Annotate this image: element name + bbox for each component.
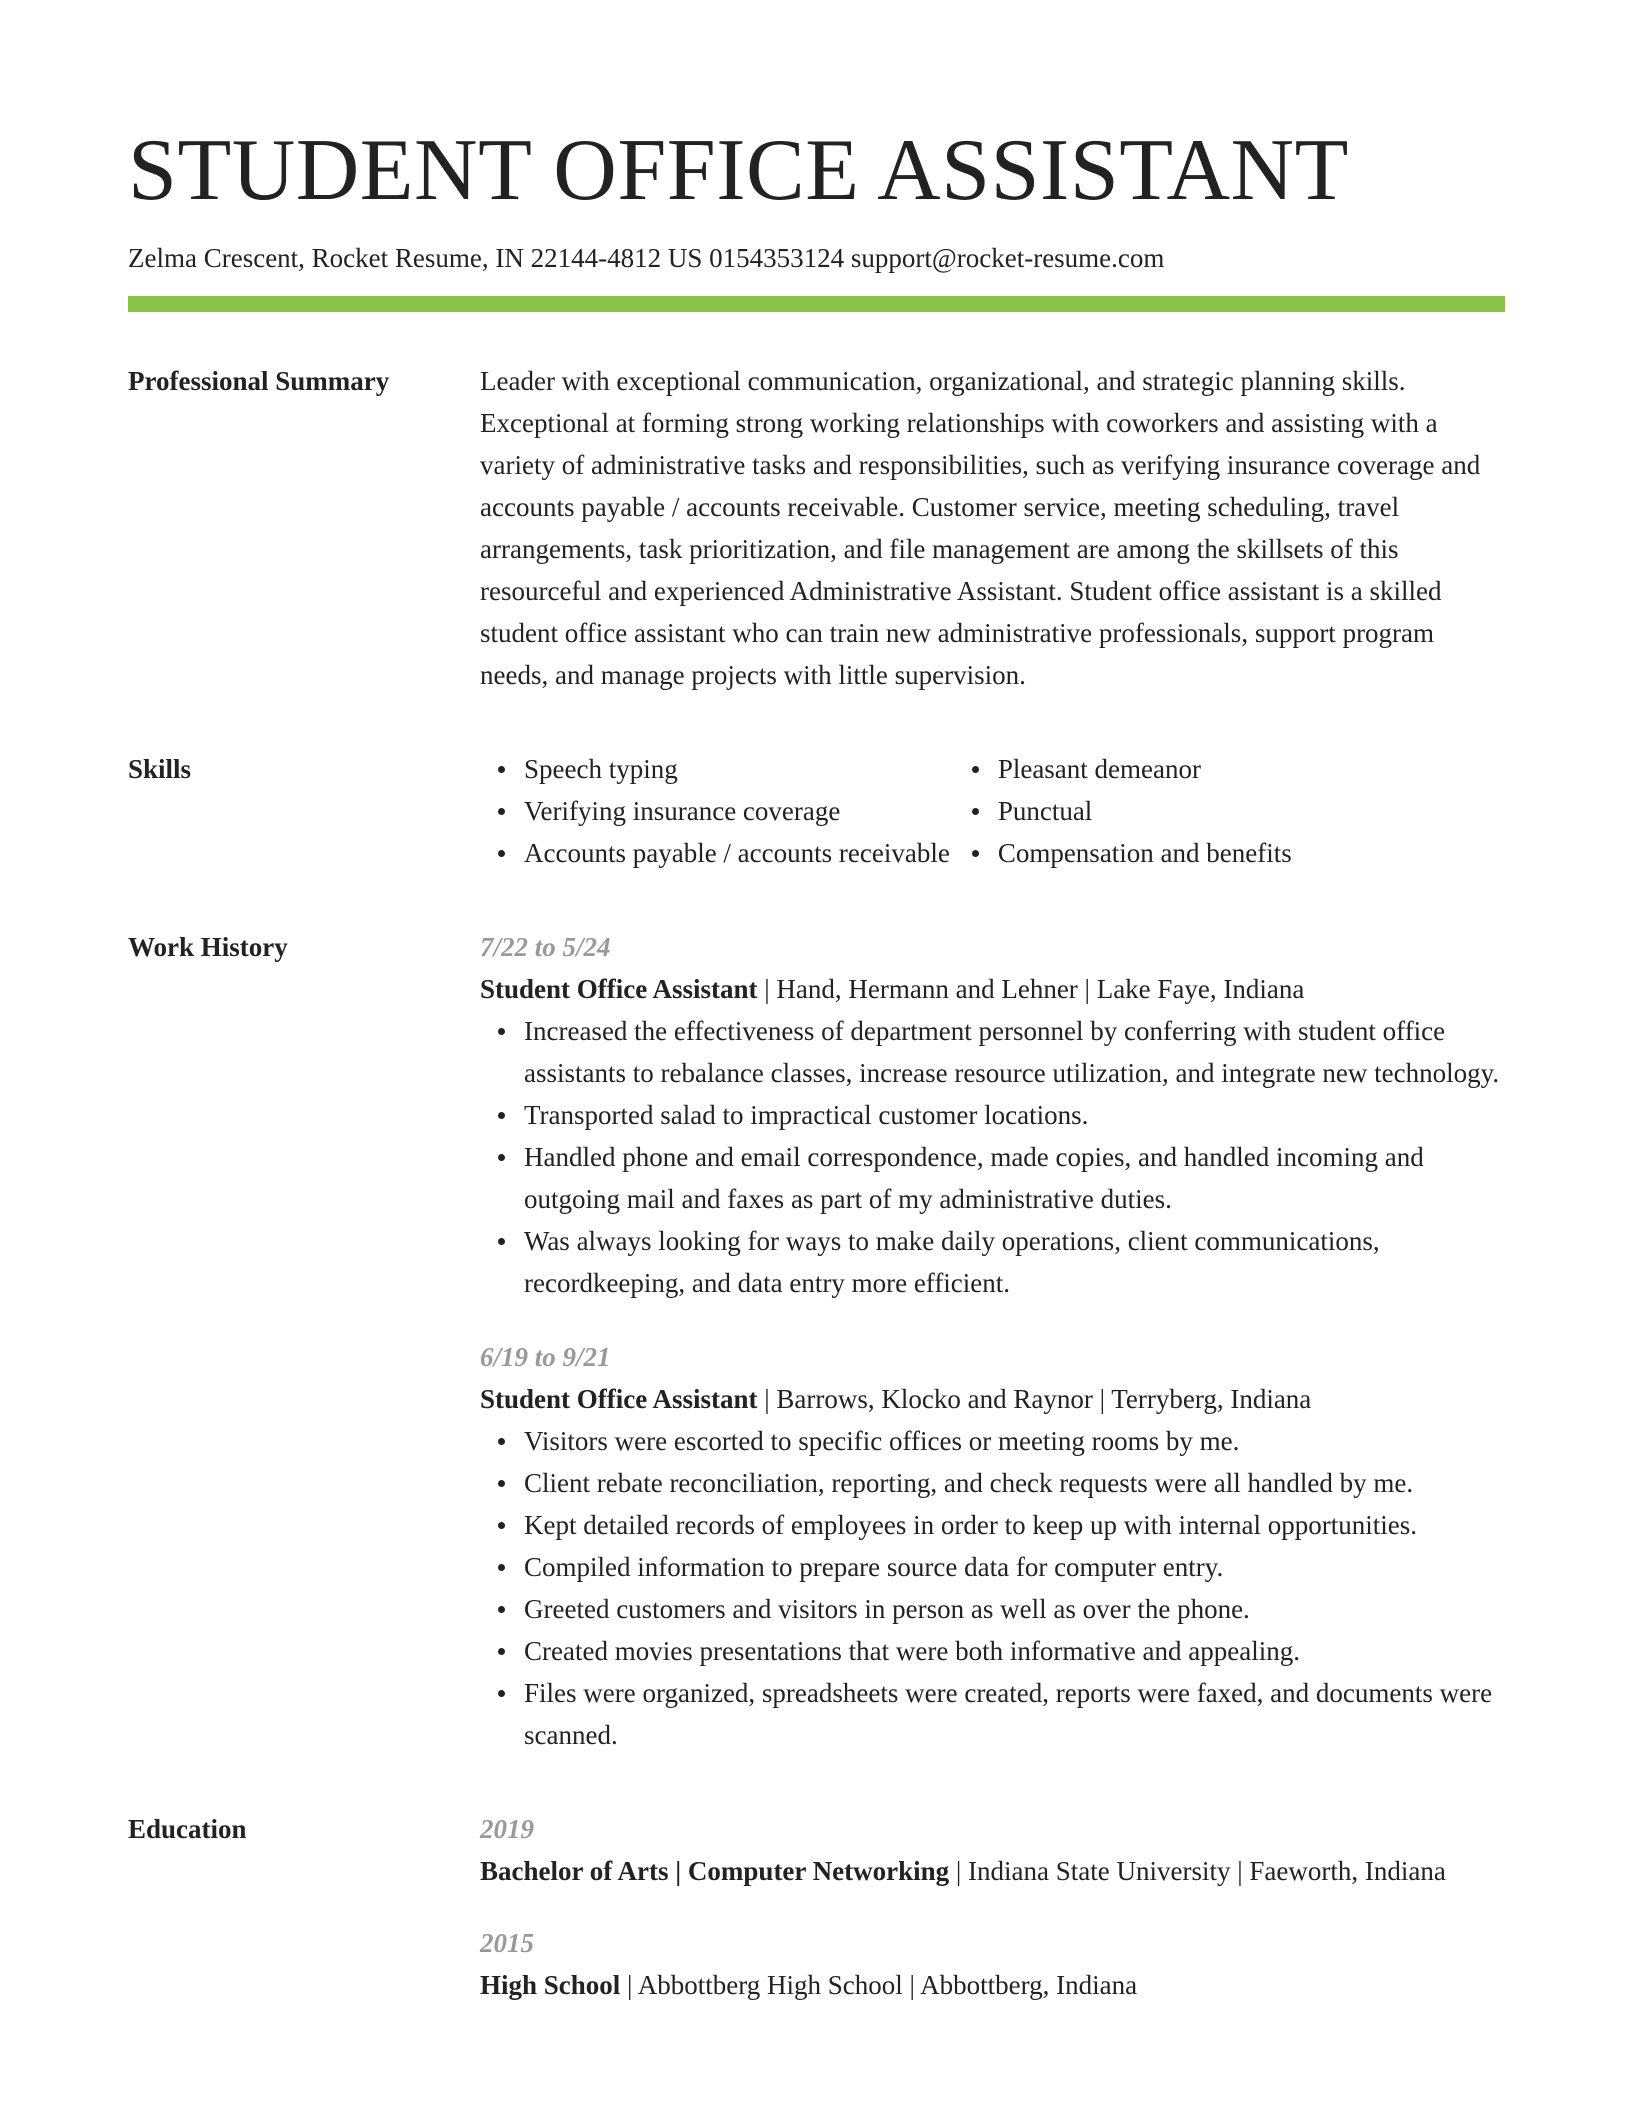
education-degree: Bachelor of Arts | Computer Networking <box>480 1856 950 1886</box>
job-heading <box>480 968 1505 1010</box>
skills-heading: Skills <box>128 754 192 784</box>
skills-column-2 <box>954 748 1292 874</box>
job-entry <box>480 926 1505 1304</box>
job-bullet: Handled phone and email correspondence, made copies, and handled incoming and outgoing mail and faxes as part of my administrative duties. <box>524 1136 1505 1220</box>
skill-item: Verifying insurance coverage <box>524 790 950 832</box>
education-heading: Education <box>128 1814 247 1844</box>
education-details: | Abbottberg High School | Abbottberg, Indiana <box>620 1970 1138 2000</box>
education-details: | Indiana State University | Faeworth, Indiana <box>949 1856 1446 1886</box>
summary-heading: Professional Summary <box>128 366 390 396</box>
resume-title: STUDENT OFFICE ASSISTANT <box>128 122 1349 219</box>
job-entry <box>480 1336 1505 1756</box>
work-history-heading: Work History <box>128 932 288 962</box>
accent-divider <box>128 296 1505 312</box>
job-bullets <box>480 1010 1505 1304</box>
job-bullet: Kept detailed records of employees in order to keep up with internal opportunities. <box>524 1504 1505 1546</box>
job-details: | Hand, Hermann and Lehner | Lake Faye, Indiana <box>757 974 1305 1004</box>
skills-column-1 <box>480 748 950 874</box>
job-bullet: Greeted customers and visitors in person as well as over the phone. <box>524 1588 1505 1630</box>
contact-line: Zelma Crescent, Rocket Resume, IN 22144-4812 US 0154353124 support@rocket-resume.com <box>128 243 1165 273</box>
education-heading-line <box>480 1964 1505 2006</box>
job-bullet: Increased the effectiveness of department personnel by conferring with student office assistants to rebalance classes, increase resource utilization, and integrate new technology. <box>524 1010 1505 1094</box>
job-title: Student Office Assistant <box>480 1384 758 1414</box>
job-heading <box>480 1378 1505 1420</box>
education-body <box>480 1808 1505 2006</box>
skill-item: Punctual <box>998 790 1292 832</box>
skills-body <box>480 748 1505 874</box>
summary-body <box>480 360 1505 696</box>
skill-item: Pleasant demeanor <box>998 748 1292 790</box>
education-entry <box>480 1922 1505 2006</box>
job-bullet: Visitors were escorted to specific offices or meeting rooms by me. <box>524 1420 1505 1462</box>
job-bullet: Transported salad to impractical customer locations. <box>524 1094 1505 1136</box>
summary-text: Leader with exceptional communication, organizational, and strategic planning skills. Exceptional at forming strong working relationships with coworkers and assisting with a variety of administrative tasks and responsibilities, such as verifying insurance coverage and accounts payable / accounts receivable. Customer service, meeting scheduling, travel arrangements, task prioritization, and file management are among the skillsets of this resourceful and experienced Administrative Assistant. Student office assistant is a skilled student office assistant who can train new administrative professionals, support program needs, and manage projects with little supervision. <box>480 366 1481 690</box>
work-history-section <box>128 926 1505 1756</box>
summary-section <box>128 360 1505 696</box>
education-heading-line <box>480 1850 1505 1892</box>
education-year: 2015 <box>480 1928 534 1958</box>
job-bullet: Was always looking for ways to make daily operations, client communications, recordkeeping, and data entry more efficient. <box>524 1220 1505 1304</box>
skill-item: Speech typing <box>524 748 950 790</box>
skills-grid <box>480 748 1505 874</box>
resume-page <box>128 112 1505 2006</box>
job-dates: 6/19 to 9/21 <box>480 1342 611 1372</box>
skills-section <box>128 748 1505 874</box>
work-history-body <box>480 926 1505 1756</box>
education-year: 2019 <box>480 1814 534 1844</box>
job-title: Student Office Assistant <box>480 974 758 1004</box>
job-bullet: Created movies presentations that were both informative and appealing. <box>524 1630 1505 1672</box>
education-degree: High School <box>480 1970 621 2000</box>
job-dates: 7/22 to 5/24 <box>480 932 611 962</box>
job-details: | Barrows, Klocko and Raynor | Terryberg, Indiana <box>757 1384 1312 1414</box>
skill-item: Compensation and benefits <box>998 832 1292 874</box>
job-bullets <box>480 1420 1505 1756</box>
skill-item: Accounts payable / accounts receivable <box>524 832 950 874</box>
education-section <box>128 1808 1505 2006</box>
job-bullet: Files were organized, spreadsheets were created, reports were faxed, and documents were scanned. <box>524 1672 1505 1756</box>
job-bullet: Compiled information to prepare source data for computer entry. <box>524 1546 1505 1588</box>
education-entry <box>480 1808 1505 1892</box>
job-bullet: Client rebate reconciliation, reporting, and check requests were all handled by me. <box>524 1462 1505 1504</box>
